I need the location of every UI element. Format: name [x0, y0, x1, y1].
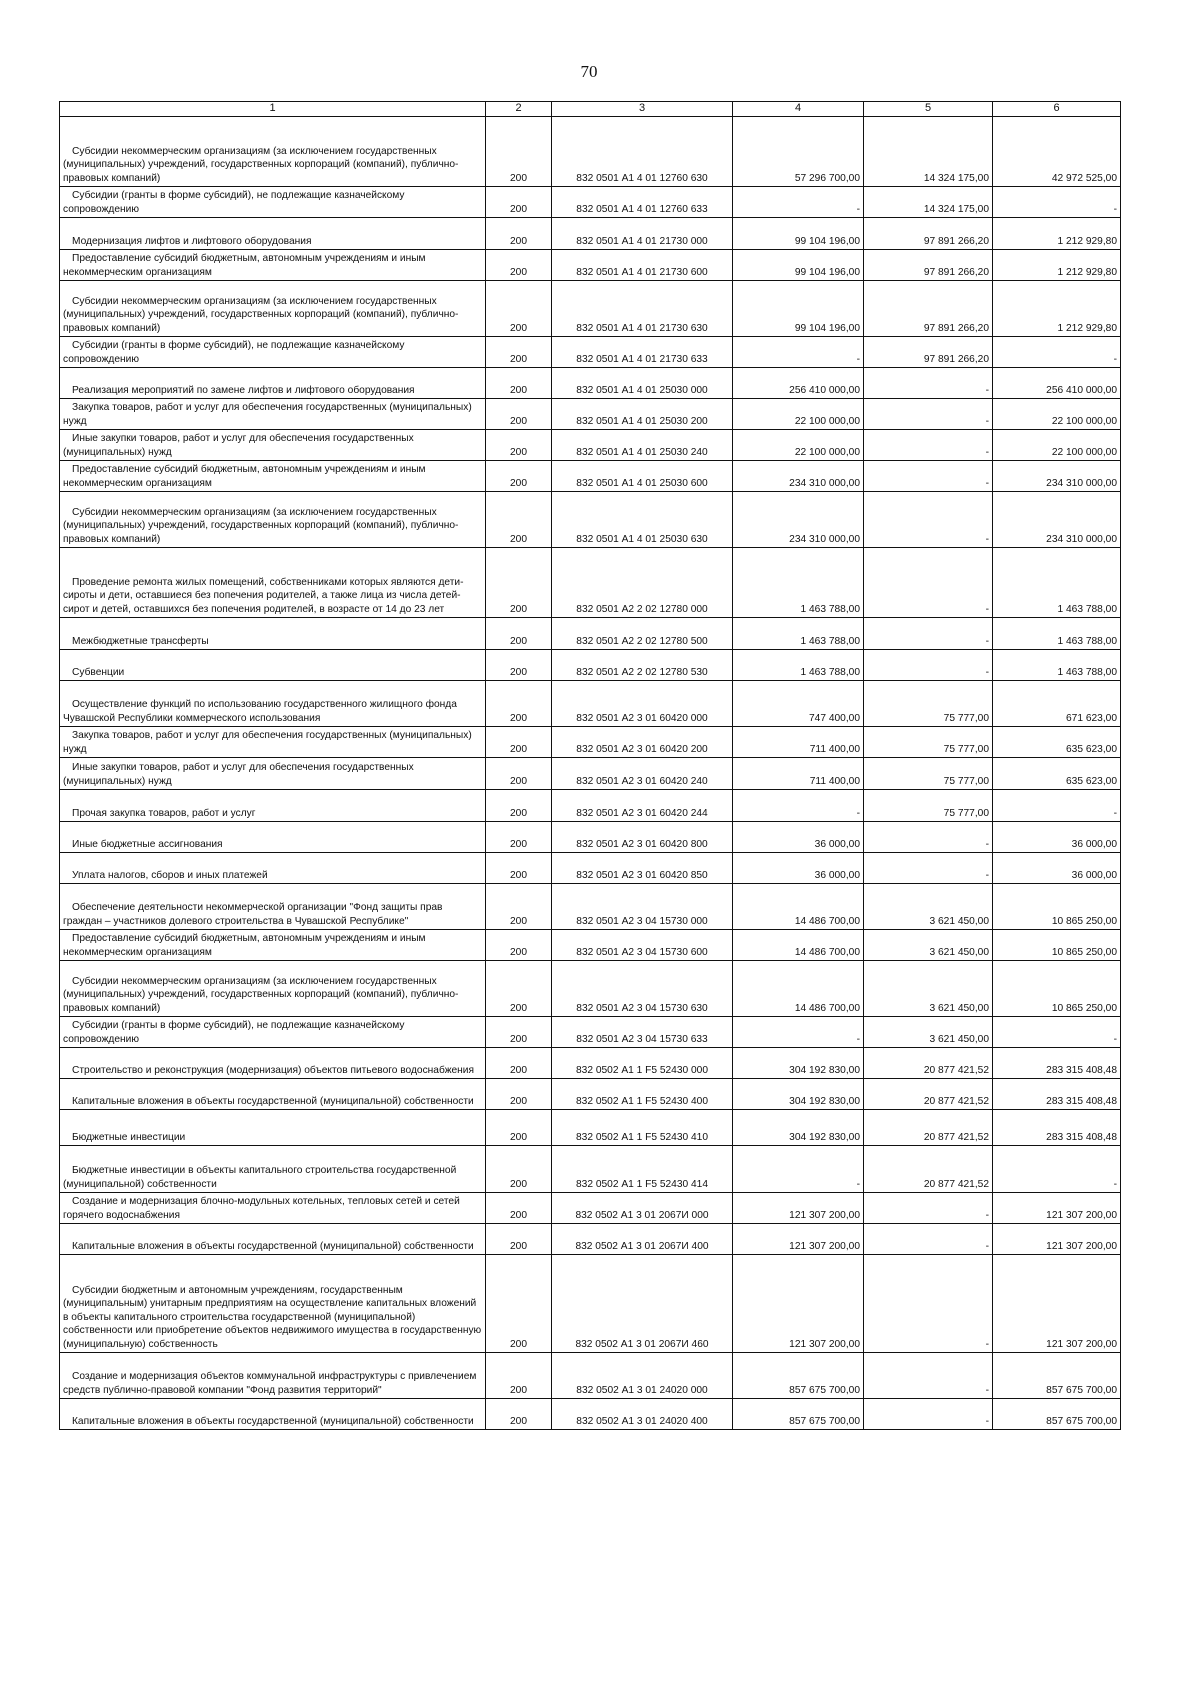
row-column-6-value: 121 307 200,00	[993, 1193, 1121, 1224]
row-column-5-value: 75 777,00	[864, 681, 993, 727]
row-column-5-value: 75 777,00	[864, 727, 993, 758]
table-row	[60, 1255, 1121, 1353]
row-admin-code-cell: 200	[486, 117, 552, 187]
row-admin-code-cell: 200	[486, 1017, 552, 1048]
row-admin-code-cell: 200	[486, 368, 552, 399]
row-column-6-value: 121 307 200,00	[993, 1255, 1121, 1353]
row-name-text: Субсидии некоммерческим организациям (за исключением государственных (муниципальных) учреждений, государственных корпораций (компаний), публично-правовых компаний)	[63, 506, 459, 545]
row-name-cell	[60, 1353, 486, 1399]
row-column-4-value: 304 192 830,00	[733, 1048, 864, 1079]
row-column-6-value: 283 315 408,48	[993, 1079, 1121, 1110]
row-column-5-value: -	[864, 368, 993, 399]
row-column-5-value: 14 324 175,00	[864, 187, 993, 218]
row-budget-code-cell: 832 0501 А1 4 01 21730 000	[552, 218, 733, 250]
row-admin-code-cell: 200	[486, 1110, 552, 1146]
column-header-2: 2	[486, 102, 552, 117]
row-column-6-value: -	[993, 187, 1121, 218]
row-name-cell	[60, 1048, 486, 1079]
row-name-cell	[60, 961, 486, 1017]
table-row	[60, 1146, 1121, 1193]
row-column-6-value: -	[993, 1017, 1121, 1048]
row-name-text: Бюджетные инвестиции в объекты капитального строительства государственной (муниципальной) собственности	[63, 1165, 457, 1190]
row-column-5-value: 3 621 450,00	[864, 1017, 993, 1048]
row-column-5-value: -	[864, 1224, 993, 1255]
row-name-text: Бюджетные инвестиции	[72, 1131, 186, 1143]
row-column-4-value: 857 675 700,00	[733, 1399, 864, 1430]
row-column-4-value: 57 296 700,00	[733, 117, 864, 187]
row-column-6-value: 234 310 000,00	[993, 461, 1121, 492]
table-row	[60, 1079, 1121, 1110]
column-header-row	[60, 102, 1121, 117]
row-admin-code-cell: 200	[486, 1048, 552, 1079]
row-column-6-value: 283 315 408,48	[993, 1110, 1121, 1146]
row-column-4-value: 99 104 196,00	[733, 250, 864, 281]
row-name-cell	[60, 884, 486, 930]
row-budget-code-cell: 832 0501 А1 4 01 21730 630	[552, 281, 733, 337]
row-name-text: Создание и модернизация блочно-модульных котельных, тепловых сетей и сетей горячего водоснабжения	[63, 1196, 460, 1221]
row-name-cell	[60, 1146, 486, 1193]
row-column-6-value: -	[993, 1146, 1121, 1193]
row-column-4-value: 22 100 000,00	[733, 399, 864, 430]
table-row	[60, 1193, 1121, 1224]
row-column-4-value: 747 400,00	[733, 681, 864, 727]
row-column-6-value: 1 212 929,80	[993, 218, 1121, 250]
row-name-cell	[60, 1017, 486, 1048]
row-column-4-value: 36 000,00	[733, 822, 864, 853]
row-name-text: Уплата налогов, сборов и иных платежей	[72, 869, 268, 881]
table-row	[60, 492, 1121, 548]
row-name-cell	[60, 1193, 486, 1224]
row-column-5-value: 75 777,00	[864, 758, 993, 790]
row-column-5-value: -	[864, 430, 993, 461]
row-column-4-value: 304 192 830,00	[733, 1110, 864, 1146]
row-name-text: Субсидии (гранты в форме субсидий), не подлежащие казначейскому сопровождению	[63, 190, 405, 215]
row-column-4-value: 1 463 788,00	[733, 618, 864, 650]
row-admin-code-cell: 200	[486, 430, 552, 461]
row-column-5-value: -	[864, 399, 993, 430]
row-column-4-value: 857 675 700,00	[733, 1353, 864, 1399]
row-column-6-value: 234 310 000,00	[993, 492, 1121, 548]
row-budget-code-cell: 832 0501 А2 3 01 60420 850	[552, 853, 733, 884]
table-row	[60, 853, 1121, 884]
row-budget-code-cell: 832 0502 А1 1 F5 52430 000	[552, 1048, 733, 1079]
table-row	[60, 961, 1121, 1017]
row-column-6-value: 283 315 408,48	[993, 1048, 1121, 1079]
row-column-6-value: 857 675 700,00	[993, 1399, 1121, 1430]
row-column-4-value: 304 192 830,00	[733, 1079, 864, 1110]
row-column-6-value: 256 410 000,00	[993, 368, 1121, 399]
row-name-cell	[60, 368, 486, 399]
row-admin-code-cell: 200	[486, 1224, 552, 1255]
row-name-text: Иные бюджетные ассигнования	[72, 838, 223, 850]
row-name-cell	[60, 822, 486, 853]
row-budget-code-cell: 832 0501 А1 4 01 21730 633	[552, 337, 733, 368]
row-name-text: Строительство и реконструкция (модернизация) объектов питьевого водоснабжения	[72, 1064, 475, 1076]
row-budget-code-cell: 832 0501 А2 3 01 60420 000	[552, 681, 733, 727]
row-admin-code-cell: 200	[486, 281, 552, 337]
row-column-5-value: -	[864, 1193, 993, 1224]
row-column-4-value: 121 307 200,00	[733, 1224, 864, 1255]
table-row	[60, 430, 1121, 461]
row-column-4-value: 1 463 788,00	[733, 548, 864, 618]
row-column-5-value: -	[864, 822, 993, 853]
table-row	[60, 337, 1121, 368]
row-budget-code-cell: 832 0501 А2 3 04 15730 000	[552, 884, 733, 930]
row-name-cell	[60, 117, 486, 187]
row-name-text: Предоставление субсидий бюджетным, автономным учреждениям и иным некоммерческим организациям	[63, 933, 426, 958]
table-row	[60, 117, 1121, 187]
row-name-text: Иные закупки товаров, работ и услуг для обеспечения государственных (муниципальных) нужд	[63, 762, 414, 787]
row-column-4-value: 234 310 000,00	[733, 461, 864, 492]
row-name-text: Субсидии (гранты в форме субсидий), не подлежащие казначейскому сопровождению	[63, 1020, 405, 1045]
row-admin-code-cell: 200	[486, 337, 552, 368]
column-header-4: 4	[733, 102, 864, 117]
row-column-4-value: 711 400,00	[733, 758, 864, 790]
row-budget-code-cell: 832 0502 А1 1 F5 52430 400	[552, 1079, 733, 1110]
row-budget-code-cell: 832 0502 А1 3 01 24020 000	[552, 1353, 733, 1399]
row-admin-code-cell: 200	[486, 461, 552, 492]
table-row	[60, 187, 1121, 218]
row-column-4-value: 99 104 196,00	[733, 218, 864, 250]
row-column-6-value: 671 623,00	[993, 681, 1121, 727]
row-budget-code-cell: 832 0502 А1 3 01 24020 400	[552, 1399, 733, 1430]
table-row	[60, 1110, 1121, 1146]
row-column-6-value: 1 463 788,00	[993, 618, 1121, 650]
row-name-cell	[60, 461, 486, 492]
row-budget-code-cell: 832 0501 А2 3 01 60420 200	[552, 727, 733, 758]
row-column-5-value: -	[864, 461, 993, 492]
row-name-cell	[60, 1255, 486, 1353]
row-admin-code-cell: 200	[486, 727, 552, 758]
row-column-4-value: 234 310 000,00	[733, 492, 864, 548]
table-row	[60, 650, 1121, 681]
row-column-6-value: 10 865 250,00	[993, 884, 1121, 930]
row-name-cell	[60, 548, 486, 618]
row-column-4-value: -	[733, 790, 864, 822]
row-name-text: Предоставление субсидий бюджетным, автономным учреждениям и иным некоммерческим организациям	[63, 464, 426, 489]
row-name-text: Межбюджетные трансферты	[72, 635, 209, 647]
row-column-5-value: 20 877 421,52	[864, 1079, 993, 1110]
row-budget-code-cell: 832 0501 А1 4 01 25030 630	[552, 492, 733, 548]
budget-table	[59, 101, 1121, 1430]
row-column-6-value: 36 000,00	[993, 822, 1121, 853]
row-name-text: Прочая закупка товаров, работ и услуг	[72, 807, 256, 819]
table-row	[60, 758, 1121, 790]
row-name-cell	[60, 187, 486, 218]
row-column-6-value: 1 463 788,00	[993, 548, 1121, 618]
row-column-6-value: -	[993, 790, 1121, 822]
row-admin-code-cell: 200	[486, 758, 552, 790]
row-admin-code-cell: 200	[486, 790, 552, 822]
table-row	[60, 681, 1121, 727]
row-name-text: Капитальные вложения в объекты государственной (муниципальной) собственности	[72, 1095, 474, 1107]
row-column-5-value: -	[864, 492, 993, 548]
row-name-cell	[60, 853, 486, 884]
table-row	[60, 618, 1121, 650]
row-name-text: Закупка товаров, работ и услуг для обеспечения государственных (муниципальных) нужд	[63, 402, 472, 427]
row-budget-code-cell: 832 0502 А1 3 01 2067И 000	[552, 1193, 733, 1224]
row-budget-code-cell: 832 0501 А1 4 01 12760 633	[552, 187, 733, 218]
row-name-cell	[60, 281, 486, 337]
table-row	[60, 368, 1121, 399]
row-admin-code-cell: 200	[486, 218, 552, 250]
row-budget-code-cell: 832 0501 А1 4 01 21730 600	[552, 250, 733, 281]
row-admin-code-cell: 200	[486, 1399, 552, 1430]
row-column-6-value: 121 307 200,00	[993, 1224, 1121, 1255]
row-name-cell	[60, 727, 486, 758]
row-column-5-value: 97 891 266,20	[864, 281, 993, 337]
row-column-4-value: -	[733, 1017, 864, 1048]
row-admin-code-cell: 200	[486, 884, 552, 930]
row-name-text: Осуществление функций по использованию государственного жилищного фонда Чувашской Республики коммерческого использования	[63, 699, 457, 724]
row-name-text: Иные закупки товаров, работ и услуг для обеспечения государственных (муниципальных) нужд	[63, 433, 414, 458]
table-row	[60, 1017, 1121, 1048]
table-body	[60, 117, 1121, 1430]
row-name-cell	[60, 250, 486, 281]
row-column-5-value: -	[864, 1353, 993, 1399]
table-row	[60, 1353, 1121, 1399]
row-column-4-value: 1 463 788,00	[733, 650, 864, 681]
table-row	[60, 1048, 1121, 1079]
row-column-6-value: 36 000,00	[993, 853, 1121, 884]
table-row	[60, 250, 1121, 281]
row-budget-code-cell: 832 0501 А2 2 02 12780 530	[552, 650, 733, 681]
row-column-5-value: 20 877 421,52	[864, 1048, 993, 1079]
table-row	[60, 930, 1121, 961]
row-name-text: Реализация мероприятий по замене лифтов и лифтового оборудования	[72, 384, 415, 396]
page-number: 70	[580, 62, 598, 81]
row-admin-code-cell: 200	[486, 187, 552, 218]
row-name-text: Субсидии некоммерческим организациям (за исключением государственных (муниципальных) учреждений, государственных корпораций (компаний), публично-правовых компаний)	[63, 975, 459, 1014]
table-row	[60, 822, 1121, 853]
row-column-4-value: 99 104 196,00	[733, 281, 864, 337]
row-column-5-value: 97 891 266,20	[864, 337, 993, 368]
table-row	[60, 884, 1121, 930]
row-name-text: Субсидии некоммерческим организациям (за исключением государственных (муниципальных) учреждений, государственных корпораций (компаний), публично-правовых компаний)	[63, 295, 459, 334]
row-column-5-value: -	[864, 853, 993, 884]
row-admin-code-cell: 200	[486, 1193, 552, 1224]
row-column-5-value: 3 621 450,00	[864, 930, 993, 961]
row-budget-code-cell: 832 0502 А1 3 01 2067И 460	[552, 1255, 733, 1353]
row-column-6-value: 635 623,00	[993, 727, 1121, 758]
row-column-6-value: 1 463 788,00	[993, 650, 1121, 681]
row-column-5-value: -	[864, 548, 993, 618]
row-admin-code-cell: 200	[486, 1255, 552, 1353]
column-header-6: 6	[993, 102, 1121, 117]
row-budget-code-cell: 832 0501 А2 3 04 15730 630	[552, 961, 733, 1017]
row-name-text: Обеспечение деятельности некоммерческой организации "Фонд защиты прав граждан – участников долевого строительства в Чувашской Республике"	[63, 902, 443, 927]
row-column-4-value: -	[733, 187, 864, 218]
row-column-5-value: 75 777,00	[864, 790, 993, 822]
row-column-4-value: 14 486 700,00	[733, 884, 864, 930]
column-header-1: 1	[60, 102, 486, 117]
row-column-5-value: 20 877 421,52	[864, 1110, 993, 1146]
row-budget-code-cell: 832 0501 А2 3 01 60420 800	[552, 822, 733, 853]
row-admin-code-cell: 200	[486, 1079, 552, 1110]
row-admin-code-cell: 200	[486, 930, 552, 961]
row-column-6-value: 1 212 929,80	[993, 281, 1121, 337]
row-column-6-value: 22 100 000,00	[993, 430, 1121, 461]
row-admin-code-cell: 200	[486, 399, 552, 430]
row-budget-code-cell: 832 0501 А1 4 01 25030 000	[552, 368, 733, 399]
table-row	[60, 1224, 1121, 1255]
row-name-text: Капитальные вложения в объекты государственной (муниципальной) собственности	[72, 1415, 474, 1427]
row-admin-code-cell: 200	[486, 548, 552, 618]
row-column-4-value: 256 410 000,00	[733, 368, 864, 399]
row-column-4-value: -	[733, 337, 864, 368]
row-admin-code-cell: 200	[486, 492, 552, 548]
row-column-5-value: 3 621 450,00	[864, 884, 993, 930]
table-row	[60, 727, 1121, 758]
row-name-cell	[60, 618, 486, 650]
row-column-4-value: 121 307 200,00	[733, 1255, 864, 1353]
row-column-6-value: 10 865 250,00	[993, 930, 1121, 961]
row-budget-code-cell: 832 0502 А1 1 F5 52430 414	[552, 1146, 733, 1193]
row-budget-code-cell: 832 0501 А2 2 02 12780 000	[552, 548, 733, 618]
row-admin-code-cell: 200	[486, 250, 552, 281]
row-budget-code-cell: 832 0501 А1 4 01 25030 240	[552, 430, 733, 461]
row-budget-code-cell: 832 0501 А2 3 04 15730 633	[552, 1017, 733, 1048]
row-column-5-value: -	[864, 650, 993, 681]
row-name-cell	[60, 1399, 486, 1430]
table-row	[60, 790, 1121, 822]
row-admin-code-cell: 200	[486, 853, 552, 884]
row-column-4-value: 121 307 200,00	[733, 1193, 864, 1224]
row-name-cell	[60, 758, 486, 790]
row-name-text: Субсидии (гранты в форме субсидий), не подлежащие казначейскому сопровождению	[63, 340, 405, 365]
column-header-5: 5	[864, 102, 993, 117]
row-column-5-value: 20 877 421,52	[864, 1146, 993, 1193]
row-column-4-value: 711 400,00	[733, 727, 864, 758]
row-column-6-value: -	[993, 337, 1121, 368]
row-column-6-value: 1 212 929,80	[993, 250, 1121, 281]
row-admin-code-cell: 200	[486, 961, 552, 1017]
row-admin-code-cell: 200	[486, 681, 552, 727]
row-name-cell	[60, 1079, 486, 1110]
row-admin-code-cell: 200	[486, 650, 552, 681]
row-column-4-value: 14 486 700,00	[733, 961, 864, 1017]
row-name-cell	[60, 930, 486, 961]
row-budget-code-cell: 832 0502 А1 1 F5 52430 410	[552, 1110, 733, 1146]
row-column-6-value: 10 865 250,00	[993, 961, 1121, 1017]
row-column-6-value: 857 675 700,00	[993, 1353, 1121, 1399]
row-name-cell	[60, 399, 486, 430]
table-row	[60, 461, 1121, 492]
row-name-text: Создание и модернизация объектов коммунальной инфраструктуры с привлечением средств публично-правовой компании "Фонд развития территорий"	[63, 1371, 477, 1396]
column-header-3: 3	[552, 102, 733, 117]
row-column-5-value: -	[864, 618, 993, 650]
row-column-6-value: 22 100 000,00	[993, 399, 1121, 430]
row-budget-code-cell: 832 0501 А1 4 01 25030 600	[552, 461, 733, 492]
table-row	[60, 281, 1121, 337]
row-name-text: Субсидии некоммерческим организациям (за исключением государственных (муниципальных) учреждений, государственных корпораций (компаний), публично-правовых компаний)	[63, 145, 459, 184]
row-column-5-value: -	[864, 1399, 993, 1430]
row-budget-code-cell: 832 0502 А1 3 01 2067И 400	[552, 1224, 733, 1255]
row-column-4-value: 36 000,00	[733, 853, 864, 884]
row-admin-code-cell: 200	[486, 618, 552, 650]
row-name-text: Субсидии бюджетным и автономным учреждениям, государственным (муниципальным) унитарным предприятиям на осуществление капитальных вложений в объекты капитального строительства государственной (муниципальной) собственности или приобретение объектов недвижимого имущества в государственную (муниципальную) собственность	[63, 1284, 482, 1350]
row-name-text: Предоставление субсидий бюджетным, автономным учреждениям и иным некоммерческим организациям	[63, 253, 426, 278]
row-column-4-value: 14 486 700,00	[733, 930, 864, 961]
row-budget-code-cell: 832 0501 А2 3 04 15730 600	[552, 930, 733, 961]
row-name-cell	[60, 492, 486, 548]
row-column-5-value: 97 891 266,20	[864, 218, 993, 250]
row-budget-code-cell: 832 0501 А1 4 01 25030 200	[552, 399, 733, 430]
table-row	[60, 218, 1121, 250]
table-row	[60, 399, 1121, 430]
row-budget-code-cell: 832 0501 А2 3 01 60420 244	[552, 790, 733, 822]
row-column-4-value: -	[733, 1146, 864, 1193]
row-column-6-value: 635 623,00	[993, 758, 1121, 790]
row-name-text: Субвенции	[72, 666, 125, 678]
row-name-cell	[60, 1224, 486, 1255]
row-name-text: Закупка товаров, работ и услуг для обеспечения государственных (муниципальных) нужд	[63, 730, 472, 755]
row-budget-code-cell: 832 0501 А2 2 02 12780 500	[552, 618, 733, 650]
row-name-text: Модернизация лифтов и лифтового оборудования	[72, 235, 312, 247]
row-budget-code-cell: 832 0501 А1 4 01 12760 630	[552, 117, 733, 187]
table-row	[60, 548, 1121, 618]
row-name-cell	[60, 681, 486, 727]
row-name-cell	[60, 430, 486, 461]
row-admin-code-cell: 200	[486, 822, 552, 853]
row-name-cell	[60, 650, 486, 681]
row-name-text: Проведение ремонта жилых помещений, собственниками которых являются дети-сироты и дети, оставшиеся без попечения родителей, а также лица из числа детей-сирот и детей, оставшихся без попечения родителей, в возрасте от 14 до 23 лет	[63, 576, 464, 615]
row-column-4-value: 22 100 000,00	[733, 430, 864, 461]
row-name-cell	[60, 790, 486, 822]
row-column-5-value: 97 891 266,20	[864, 250, 993, 281]
row-name-cell	[60, 337, 486, 368]
row-column-5-value: 3 621 450,00	[864, 961, 993, 1017]
row-name-cell	[60, 1110, 486, 1146]
table-row	[60, 1399, 1121, 1430]
row-admin-code-cell: 200	[486, 1146, 552, 1193]
row-budget-code-cell: 832 0501 А2 3 01 60420 240	[552, 758, 733, 790]
row-name-cell	[60, 218, 486, 250]
row-column-6-value: 42 972 525,00	[993, 117, 1121, 187]
row-name-text: Капитальные вложения в объекты государственной (муниципальной) собственности	[72, 1240, 474, 1252]
row-column-5-value: 14 324 175,00	[864, 117, 993, 187]
row-admin-code-cell: 200	[486, 1353, 552, 1399]
row-column-5-value: -	[864, 1255, 993, 1353]
